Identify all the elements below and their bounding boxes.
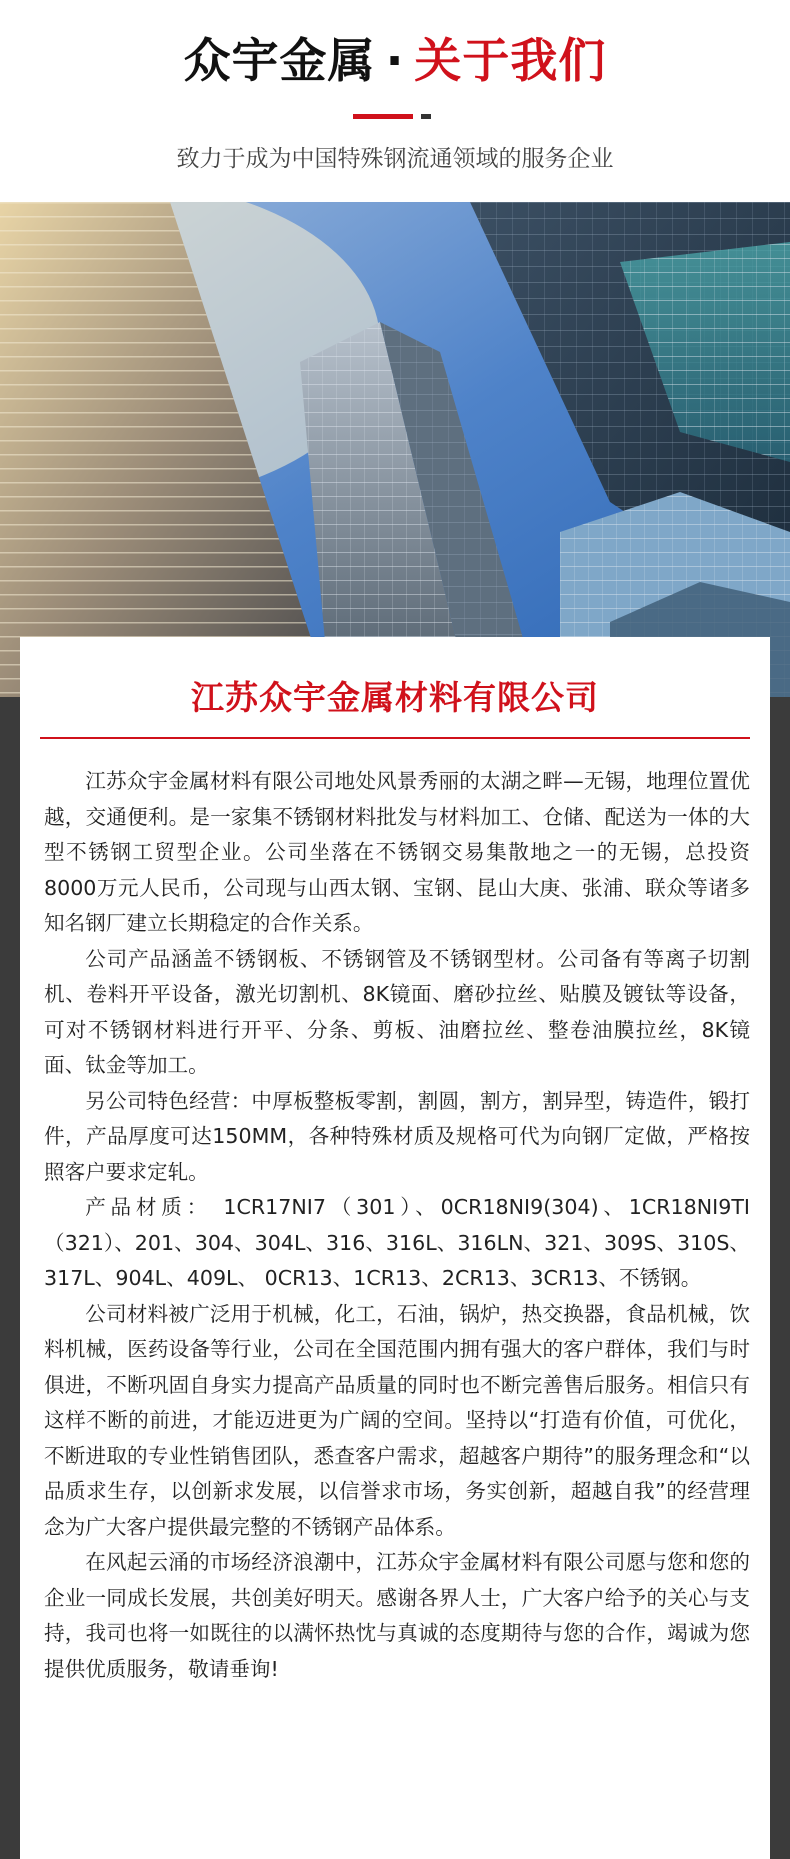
special-services-paragraph: 另公司特色经营：中厚板整板零割，割圆，割方，割异型，铸造件，锻打件，产品厚度可达150MM，各种特殊材质及规格可代为向钢厂定做，严格按照客户要求定轧。	[44, 1088, 750, 1184]
title-underline-dark	[421, 114, 431, 119]
skyscrapers-illustration	[0, 202, 790, 697]
page-subtitle: 致力于成为中国特殊钢流通领域的服务企业	[176, 146, 614, 172]
hero-skyscraper-image	[0, 202, 790, 697]
materials-paragraph: 产品材质： 1CR17NI7（301）、0CR18NI9(304)、1CR18NI9TI（321）、201、304、304L、316、316L、316LN、321、309S、310S、 317L、904L、409L、 0CR13、1CR13、2CR13、3CR13、不锈钢。	[44, 1195, 750, 1290]
heading-divider	[40, 737, 750, 739]
applications-paragraph: 公司材料被广泛用于机械，化工，石油，锅炉，热交换器，食品机械，饮料机械，医药设备等行业，公司在全国范围内拥有强大的客户群体，我们与时俱进，不断巩固自身实力提高产品质量的同时也不断完善售后服务。相信只有这样不断的前进，才能迈进更为广阔的空间。坚持以“打造有价值，可优化，不断进取的专业性销售团队，悉查客户需求，超越客户期待”的服务理念和“以品质求生存，以创新求发展，以信誉求市场，务实创新，超越自我”的经营理念为广大客户提供最完整的不锈钢产品体系。	[44, 1301, 750, 1539]
products-paragraph: 公司产品涵盖不锈钢板、不锈钢管及不锈钢型材。公司备有等离子切割机、卷料开平设备，激光切割机、8K镜面、磨砂拉丝、贴膜及镀钛等设备，可对不锈钢材料进行开平、分条、剪板、油磨拉丝、整卷油膜拉丝，8K镜面、钛金等加工。	[44, 946, 750, 1077]
title-underline-red	[353, 114, 413, 119]
intro-paragraph: 江苏众宇金属材料有限公司地处风景秀丽的太湖之畔—无锡，地理位置优越，交通便利。是一家集不锈钢材料批发与材料加工、仓储、配送为一体的大型不锈钢工贸型企业。公司坐落在不锈钢交易集散地之一的无锡，总投资8000万元人民币，公司现与山西太钢、宝钢、昆山大庚、张浦、联众等诸多知名钢厂建立长期稳定的合作关系。	[44, 769, 750, 935]
page-header	[0, 0, 790, 202]
title-dot: ·	[385, 34, 405, 89]
title-accent: 关于我们	[414, 34, 607, 89]
company-description	[44, 764, 750, 1687]
page-title	[0, 32, 790, 92]
company-name-heading: 江苏众宇金属材料有限公司	[191, 678, 599, 717]
title-main: 众宇金属	[183, 34, 376, 89]
closing-paragraph: 在风起云涌的市场经济浪潮中，江苏众宇金属材料有限公司愿与您和您的企业一同成长发展，共创美好明天。感谢各界人士，广大客户给予的关心与支持，我司也将一如既往的以满怀热忱与真诚的态度期待与您的合作，竭诚为您提供优质服务，敬请垂询!	[44, 1550, 750, 1681]
company-intro-card	[20, 637, 770, 1859]
